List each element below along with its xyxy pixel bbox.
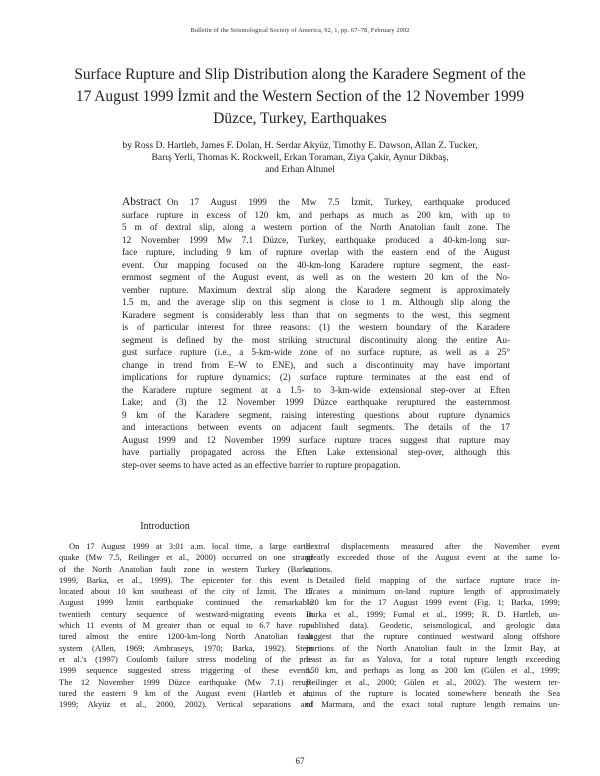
body-line: twentieth century sequence of westward-migrating events in xyxy=(59,608,313,619)
body-column-right xyxy=(306,541,560,710)
body-line: 150 km, and perhaps as long as 200 km (Gülen et al., 1999; xyxy=(306,665,560,676)
abstract-line: surface rupture in excess of 120 km, and perhaps as much as 200 km, with up to xyxy=(122,209,510,220)
abstract-line: step-over seems to have acted as an effective barrier to rupture propagation. xyxy=(122,459,401,470)
abstract-heading: Abstract xyxy=(122,196,161,208)
body-line: of Marmara, and the exact total rupture length remains un- xyxy=(306,699,560,710)
body-line: greatly exceeded those of the August event at the same lo- xyxy=(306,552,560,563)
abstract-line: event. Our mapping focused on the 40-km-long Karadere rupture segment, the east- xyxy=(122,259,510,270)
body-line: dextral displacements measured after the November event xyxy=(306,541,560,551)
body-line: quake (Mw 7.5, Reilinger et al., 2000) occurred on one strand xyxy=(59,552,313,563)
body-line: portions of the North Anatolian fault in the İzmit Bay, at xyxy=(306,642,560,653)
abstract-line: August 1999 and 12 November 1999 surface rupture traces suggest that rupture may xyxy=(122,434,510,445)
abstract xyxy=(122,196,510,471)
body-line: minus of the rupture is located somewhere beneath the Sea xyxy=(306,687,560,698)
title-line: Düzce, Turkey, Earthquakes xyxy=(213,110,387,127)
body-line: of the North Anatolian fault zone in western Turkey (Barka, xyxy=(59,563,313,574)
body-line: 1999 sequence suggested stress triggering of these events. xyxy=(59,665,313,676)
body-line: suggest that the rupture continued westward along offshore xyxy=(306,631,560,642)
abstract-line xyxy=(122,196,510,209)
body-line: tured the eastern 9 km of the August event (Hartleb et al., xyxy=(59,687,313,698)
abstract-line: change in trend from E–W to ENE), and such a discontinuity may have important xyxy=(122,359,510,370)
abstract-line: Lake; and (3) the 12 November 1999 Düzce earthquake reruptured the easternmost xyxy=(122,397,510,407)
abstract-line: vember rupture. Maximum dextral slip along the Karadere segment is approximately xyxy=(122,284,510,295)
author-line: and Erhan Altunel xyxy=(265,164,335,175)
body-line: least as far as Yalova, for a total rupture length exceeding xyxy=(306,653,560,664)
paper-title xyxy=(40,64,560,130)
abstract-line: ernmost segment of the August event, as well as on the western 20 km of the No- xyxy=(122,272,510,282)
journal-header: Bulletin of the Seismological Society of America, 92, 1, pp. 67–78, February 2002 xyxy=(190,27,410,34)
abstract-line: segment is defined by the most striking structural discontinuity along the entire Au- xyxy=(122,334,510,345)
body-line: system (Allen, 1969; Ambraseys, 1970; Barka, 1992). Stein xyxy=(59,642,313,653)
body-line: published data). Geodetic, seismological, and geologic data xyxy=(306,620,560,631)
body-line: 1999, Barka, et al., 1999). The epicenter for this event is xyxy=(59,574,313,585)
body-line: et al.'s (1997) Coulomb failure stress modeling of the pre- xyxy=(59,653,313,664)
title-line: 17 August 1999 İzmit and the Western Section of the 12 November 1999 xyxy=(75,88,525,105)
abstract-line: gust surface rupture (i.e., a 5-km-wide zone of no surface rupture, as well as a 25° xyxy=(122,347,510,357)
body-line: Detailed field mapping of the surface rupture trace in- xyxy=(316,574,560,585)
author-line: Barış Yerli, Thomas K. Rockwell, Erkan Toraman, Ziya Çakir, Aynur Dikbaş, xyxy=(151,152,449,163)
title-line: Surface Rupture and Slip Distribution along the Karadere Segment of the xyxy=(74,66,526,83)
abstract-line: 12 November 1999 Mw 7.1 Düzce, Turkey, earthquake produced a 40-km-long sur- xyxy=(122,234,510,245)
abstract-line: 5 m of dextral slip, along a western portion of the North Anatolian fault zone. The xyxy=(122,222,510,232)
body-line: cations. xyxy=(306,563,333,574)
body-line: Reilinger et al., 2000; Gülen et al., 2002). The western ter- xyxy=(306,676,560,687)
abstract-line: 1.5 m, and the average slip on this segment is close to 1 m. Although slip along the xyxy=(122,297,510,307)
body-line: located about 10 km southeast of the city of İzmit. The 17 xyxy=(59,586,313,597)
body-line: tured almost the entire 1200-km-long North Anatolian fault xyxy=(59,631,313,642)
body-column-left xyxy=(59,541,313,710)
abstract-line: and interactions between events on adjacent fault segments. The details of the 17 xyxy=(122,422,510,432)
author-line: by Ross D. Hartleb, James F. Dolan, H. Serdar Akyüz, Timothy E. Dawson, Allan Z. Tucker, xyxy=(122,140,478,151)
abstract-line: face rupture, including 9 km of rupture overlap with the eastern end of the August xyxy=(122,247,510,257)
body-line: Barka et al., 1999; Fumal et al., 1999; R. D. Hartleb, un- xyxy=(306,608,560,619)
section-heading-introduction: Introduction xyxy=(140,521,190,532)
abstract-line: 9 km of the Karadere segment, raising interesting questions about rupture dynamics xyxy=(122,409,510,420)
body-line: 1999; Akyüz et al., 2000, 2002). Vertical separations and xyxy=(59,699,313,710)
abstract-line: the Karadere rupture segment at a 1.5- to 3-km-wide extensional step-over at Eften xyxy=(122,384,510,395)
body-line: dicates a minimum on-land rupture length of approximately xyxy=(306,586,560,597)
abstract-line: is of particular interest for three reasons: (1) the western boundary of the Karadere xyxy=(122,322,510,332)
abstract-line: Karadere segment is considerably less than that on segments to the west, this segment xyxy=(122,309,510,320)
abstract-line: implications for rupture dynamics; (2) surface rupture terminates at the east end of xyxy=(122,372,510,382)
body-line: 120 km for the 17 August 1999 event (Fig. 1; Barka, 1999; xyxy=(306,597,560,608)
body-line: August 1999 İzmit earthquake continued the remarkable xyxy=(59,597,313,608)
abstract-line-text: On 17 August 1999 the Mw 7.5 İzmit, Turkey, earthquake produced xyxy=(166,197,510,207)
page-number: 67 xyxy=(295,756,305,766)
body-line: On 17 August 1999 at 3:01 a.m. local time, a large earth- xyxy=(69,541,313,551)
abstract-line: have partially propagated across the Eften Lake extensional step-over, although this xyxy=(122,447,510,457)
author-list xyxy=(40,140,560,176)
body-line: which 11 events of M greater than or equal to 6.7 have rup- xyxy=(59,620,313,631)
body-line: The 12 November 1999 Düzce earthquake (Mw 7.1) rerup- xyxy=(59,676,313,687)
